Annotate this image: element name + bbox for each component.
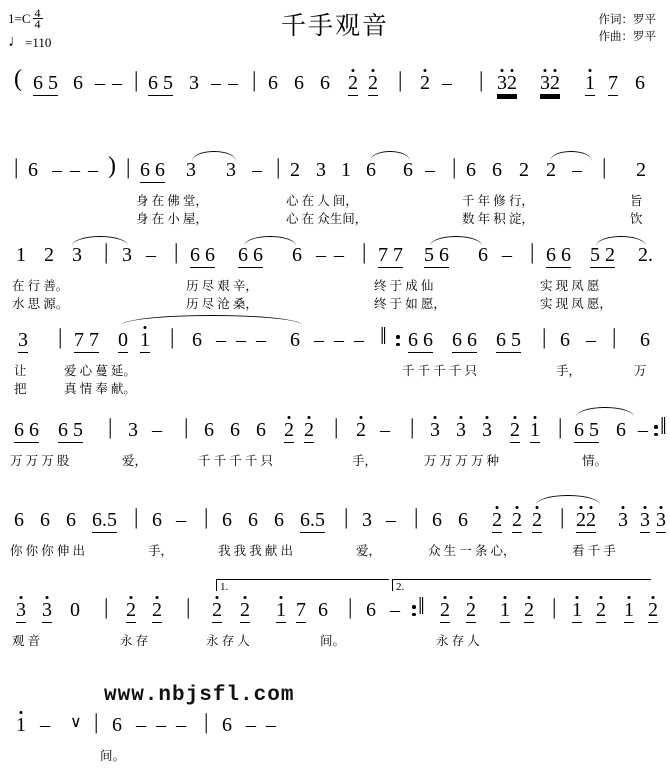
note-high: 2 bbox=[596, 599, 606, 621]
note: 6 6 bbox=[238, 244, 263, 266]
dash: – bbox=[112, 72, 122, 94]
dash: – bbox=[256, 329, 266, 351]
barline: | bbox=[552, 594, 557, 619]
note: 3 bbox=[316, 159, 326, 181]
music-system-8 bbox=[0, 710, 670, 772]
note-high: 2 bbox=[152, 599, 162, 621]
dash: – bbox=[380, 419, 390, 441]
note: 6 bbox=[466, 159, 476, 181]
note: 6 bbox=[274, 509, 284, 531]
note: 6 bbox=[152, 509, 162, 531]
note: 3 bbox=[189, 72, 199, 94]
system-6-notes bbox=[0, 505, 670, 539]
note-high: 2 bbox=[348, 72, 358, 94]
note-group: 32 bbox=[497, 72, 517, 94]
dash: – bbox=[572, 159, 582, 181]
slur bbox=[72, 236, 128, 246]
dash: – bbox=[266, 714, 276, 736]
note-high: 3 bbox=[640, 509, 650, 531]
note: 6 bbox=[14, 509, 24, 531]
note: 6 bbox=[192, 329, 202, 351]
dash: – bbox=[152, 419, 162, 441]
system-4-notes bbox=[0, 325, 670, 359]
barline: | bbox=[479, 67, 484, 92]
barline: | bbox=[58, 324, 63, 349]
note: 6 5 bbox=[33, 72, 58, 94]
dash: – bbox=[216, 329, 226, 351]
dash: – bbox=[638, 419, 648, 441]
note-high: 3 bbox=[618, 509, 628, 531]
system-7-notes bbox=[0, 581, 670, 629]
barline: | bbox=[252, 67, 257, 92]
dash: – bbox=[586, 329, 596, 351]
open-paren: ( bbox=[14, 66, 22, 92]
dash: – bbox=[95, 72, 105, 94]
note: 6 5 bbox=[58, 419, 83, 441]
barline: | bbox=[104, 594, 109, 619]
barline: | bbox=[542, 324, 547, 349]
note-high: 2 bbox=[532, 509, 542, 531]
note: 6 6 bbox=[408, 329, 433, 351]
note: 6 bbox=[318, 599, 328, 621]
note: 7 7 bbox=[378, 244, 403, 266]
note: 6 bbox=[640, 329, 650, 351]
system-5-notes bbox=[0, 415, 670, 449]
music-system-1 bbox=[0, 68, 670, 130]
note-high: 2 bbox=[466, 599, 476, 621]
slur bbox=[596, 236, 646, 246]
barline: | bbox=[558, 414, 563, 439]
system-3-lyrics-verse2: 水 思 源。 历 尽 沧 桑， 终 于 如 愿， 实 现 凤 愿， bbox=[12, 297, 612, 311]
barline: | bbox=[204, 504, 209, 529]
barline: | bbox=[348, 594, 353, 619]
credits bbox=[599, 12, 657, 46]
note-high: 2 bbox=[648, 599, 658, 621]
note: 6 bbox=[458, 509, 468, 531]
barline: | bbox=[410, 414, 415, 439]
volta-bracket-1: 1. bbox=[216, 579, 389, 591]
note: 3 bbox=[72, 244, 82, 266]
note: 6 6 bbox=[546, 244, 571, 266]
note: 6 bbox=[230, 419, 240, 441]
barline: | bbox=[94, 709, 99, 734]
note: 6 bbox=[492, 159, 502, 181]
barline: | bbox=[398, 67, 403, 92]
slur bbox=[192, 151, 236, 161]
note: 0 bbox=[118, 329, 128, 351]
dash: – bbox=[40, 714, 50, 736]
note: 7 bbox=[296, 599, 306, 621]
barline: | bbox=[560, 504, 565, 529]
dash: – bbox=[88, 159, 98, 181]
note-high: 2 bbox=[356, 419, 366, 441]
barline: | bbox=[170, 324, 175, 349]
barline: | bbox=[344, 504, 349, 529]
note: 2 bbox=[44, 244, 54, 266]
note-high: 1 bbox=[530, 419, 540, 441]
note: 6 bbox=[292, 244, 302, 266]
dash: – bbox=[176, 509, 186, 531]
note: 6 6 bbox=[14, 419, 39, 441]
note: 7 bbox=[608, 72, 618, 94]
dash: – bbox=[70, 159, 80, 181]
note: 6 bbox=[366, 599, 376, 621]
slur bbox=[244, 236, 296, 246]
note: 3 bbox=[128, 419, 138, 441]
quarter-note-icon: ♩ bbox=[8, 33, 24, 50]
note: 5 6 bbox=[424, 244, 449, 266]
barline: | bbox=[612, 324, 617, 349]
lyricist-credit: 作词：罗平 bbox=[598, 14, 656, 26]
system-4-lyrics-verse1: 让 爱 心 蔓 延。 千 千 千 千 只 手， 万 bbox=[14, 364, 647, 378]
repeat-dots bbox=[654, 421, 658, 440]
barline: | bbox=[334, 414, 339, 439]
barline: | bbox=[452, 154, 457, 179]
note-high: 2 bbox=[368, 72, 378, 94]
note-high: 1 bbox=[572, 599, 582, 621]
barline: | bbox=[134, 504, 139, 529]
dash: – bbox=[176, 714, 186, 736]
system-8-lyrics: 间。 bbox=[100, 749, 126, 763]
note: 6 bbox=[635, 72, 645, 94]
note-high: 2 bbox=[240, 599, 250, 621]
note-high: 2 bbox=[524, 599, 534, 621]
note-high: 2 bbox=[304, 419, 314, 441]
note: 6 bbox=[248, 509, 258, 531]
breath-mark-icon: ∨ bbox=[70, 714, 82, 731]
barline: | bbox=[126, 154, 131, 179]
note: 6 bbox=[616, 419, 626, 441]
note-high: 2 bbox=[126, 599, 136, 621]
barline: | bbox=[104, 239, 109, 264]
composer-credit: 作曲：罗平 bbox=[598, 31, 656, 43]
note: 1 bbox=[16, 244, 26, 266]
slur bbox=[430, 236, 482, 246]
dash: – bbox=[52, 159, 62, 181]
note: 6 bbox=[478, 244, 488, 266]
repeat-end: ‖ bbox=[660, 414, 667, 440]
music-system-4 bbox=[0, 324, 670, 396]
dash: – bbox=[156, 714, 166, 736]
repeat-end: ‖ bbox=[418, 594, 425, 620]
barline: | bbox=[276, 154, 281, 179]
slur bbox=[370, 151, 410, 161]
system-7-lyrics: 观 音 永 存 永 存 人 间。 永 存 人 bbox=[12, 634, 480, 648]
note: 6 bbox=[28, 159, 38, 181]
note: 6 6 bbox=[452, 329, 477, 351]
page-title: 千手观音 bbox=[280, 13, 389, 40]
music-system-6 bbox=[0, 505, 670, 567]
dash: – bbox=[334, 329, 344, 351]
time-signature-denominator: 4 bbox=[34, 17, 41, 31]
note: 6 5 bbox=[496, 329, 521, 351]
note: 6 bbox=[222, 509, 232, 531]
slur bbox=[536, 495, 600, 505]
note-high: 2 bbox=[440, 599, 450, 621]
barline: | bbox=[602, 154, 607, 179]
note: 2 bbox=[636, 159, 646, 181]
note: 6 bbox=[366, 159, 376, 181]
note: 6 bbox=[40, 509, 50, 531]
dash: – bbox=[136, 714, 146, 736]
note-high: 2 bbox=[212, 599, 222, 621]
dash: – bbox=[252, 159, 262, 181]
note: 3 bbox=[226, 159, 236, 181]
note-high: 1 bbox=[276, 599, 286, 621]
system-5-lyrics: 万 万 万 股 爱， 千 千 千 千 只 手， 万 万 万 万 种 情。 bbox=[10, 454, 608, 468]
dash: – bbox=[146, 244, 156, 266]
dash: – bbox=[386, 509, 396, 531]
note: 6 bbox=[73, 72, 83, 94]
note: 6 bbox=[294, 72, 304, 94]
note: 6 bbox=[256, 419, 266, 441]
barline: | bbox=[186, 594, 191, 619]
barline: | bbox=[134, 67, 139, 92]
close-paren: ) bbox=[108, 153, 116, 179]
dash: – bbox=[246, 714, 256, 736]
note: 6 bbox=[222, 714, 232, 736]
barline: | bbox=[14, 154, 19, 179]
note-high: 2 bbox=[284, 419, 294, 441]
system-2-notes bbox=[0, 155, 670, 189]
barline: | bbox=[530, 239, 535, 264]
note: 3 bbox=[362, 509, 372, 531]
note-high: 1 bbox=[585, 72, 595, 94]
note-high: 1 bbox=[624, 599, 634, 621]
slur bbox=[122, 315, 302, 325]
music-system-7 bbox=[0, 581, 670, 657]
system-2-lyrics-verse1: 身 在 佛 堂， 心 在 人 间， 千 年 修 行， 旨 bbox=[136, 194, 643, 208]
note-high: 3 bbox=[430, 419, 440, 441]
music-system-5 bbox=[0, 415, 670, 477]
dash: – bbox=[316, 244, 326, 266]
system-8-notes bbox=[0, 710, 670, 744]
note: 6 bbox=[204, 419, 214, 441]
slur bbox=[576, 407, 634, 417]
time-signature-numerator: 4 bbox=[34, 6, 41, 20]
system-6-lyrics: 你 你 你 伸 出 手， 我 我 我 献 出 爱， 众 生 一 条 心， 看 千 手 bbox=[10, 544, 616, 558]
note: 2 bbox=[290, 159, 300, 181]
note: 6 bbox=[268, 72, 278, 94]
repeat-dots bbox=[396, 331, 400, 350]
note: 6 bbox=[432, 509, 442, 531]
note-high: 3 bbox=[656, 509, 666, 531]
note-high: 3 bbox=[456, 419, 466, 441]
note: 6 bbox=[66, 509, 76, 531]
system-4-lyrics-verse2: 把 真 情 奉 献。 bbox=[14, 382, 136, 396]
note: 6 bbox=[290, 329, 300, 351]
note: 3 bbox=[186, 159, 196, 181]
note-dotted: 6.5 bbox=[92, 509, 117, 531]
barline: | bbox=[174, 239, 179, 264]
dash: – bbox=[390, 599, 400, 621]
note: 7 7 bbox=[74, 329, 99, 351]
note: 2 bbox=[519, 159, 529, 181]
note: 6 bbox=[403, 159, 413, 181]
note-high: 3 bbox=[482, 419, 492, 441]
note-group: 22 bbox=[576, 509, 596, 531]
note: 6 6 bbox=[190, 244, 215, 266]
dash: – bbox=[502, 244, 512, 266]
note-high: 3 bbox=[16, 599, 26, 621]
dash: – bbox=[211, 72, 221, 94]
barline: | bbox=[204, 709, 209, 734]
system-2-lyrics-verse2: 身 在 小 屋， 心 在 众生间， 数 年 积 淀， 饮 bbox=[136, 212, 643, 226]
note: 6 6 bbox=[140, 159, 165, 181]
note-dotted: 6.5 bbox=[300, 509, 325, 531]
note: 2. bbox=[638, 244, 653, 266]
note-high: 3 bbox=[42, 599, 52, 621]
note-high: 1 bbox=[16, 714, 26, 736]
note: 1 bbox=[341, 159, 351, 181]
barline: | bbox=[362, 239, 367, 264]
dash: – bbox=[236, 329, 246, 351]
barline: | bbox=[414, 504, 419, 529]
note-high: 2 bbox=[492, 509, 502, 531]
volta-bracket-2: 2. bbox=[392, 579, 651, 591]
note-high: 1 bbox=[140, 329, 150, 351]
note: 5 2 bbox=[590, 244, 615, 266]
note-high: 2 bbox=[420, 72, 430, 94]
note-high: 2 bbox=[510, 419, 520, 441]
dash: – bbox=[425, 159, 435, 181]
dash: – bbox=[334, 244, 344, 266]
note: 6 5 bbox=[574, 419, 599, 441]
note: 6 bbox=[320, 72, 330, 94]
system-3-lyrics-verse1: 在 行 善。 历 尽 艰 辛， 终 于 成 仙 实 现 凤 愿 bbox=[12, 279, 600, 293]
slur bbox=[550, 151, 592, 161]
watermark: www.nbjsfl.com bbox=[104, 684, 295, 707]
system-1-notes bbox=[0, 68, 670, 102]
note-high: 2 bbox=[512, 509, 522, 531]
barline: | bbox=[184, 414, 189, 439]
tempo-value: =110 bbox=[25, 34, 52, 50]
note: 6 bbox=[560, 329, 570, 351]
dash: – bbox=[228, 72, 238, 94]
dash: – bbox=[442, 72, 452, 94]
system-3-notes bbox=[0, 240, 670, 274]
note-high: 1 bbox=[500, 599, 510, 621]
music-system-3 bbox=[0, 239, 670, 311]
repeat-start: ‖ bbox=[380, 324, 387, 350]
barline: | bbox=[108, 414, 113, 439]
music-system-2 bbox=[0, 153, 670, 226]
dash: – bbox=[354, 329, 364, 351]
note: 6 bbox=[112, 714, 122, 736]
note-group: 32 bbox=[540, 72, 560, 94]
note: 3 bbox=[18, 329, 28, 351]
key-signature: 1=C bbox=[8, 11, 31, 26]
note: 0 bbox=[70, 599, 80, 621]
note: 2 bbox=[546, 159, 556, 181]
dash: – bbox=[314, 329, 324, 351]
note: 3 bbox=[122, 244, 132, 266]
note: 6 5 bbox=[148, 72, 173, 94]
repeat-dots bbox=[412, 601, 416, 620]
